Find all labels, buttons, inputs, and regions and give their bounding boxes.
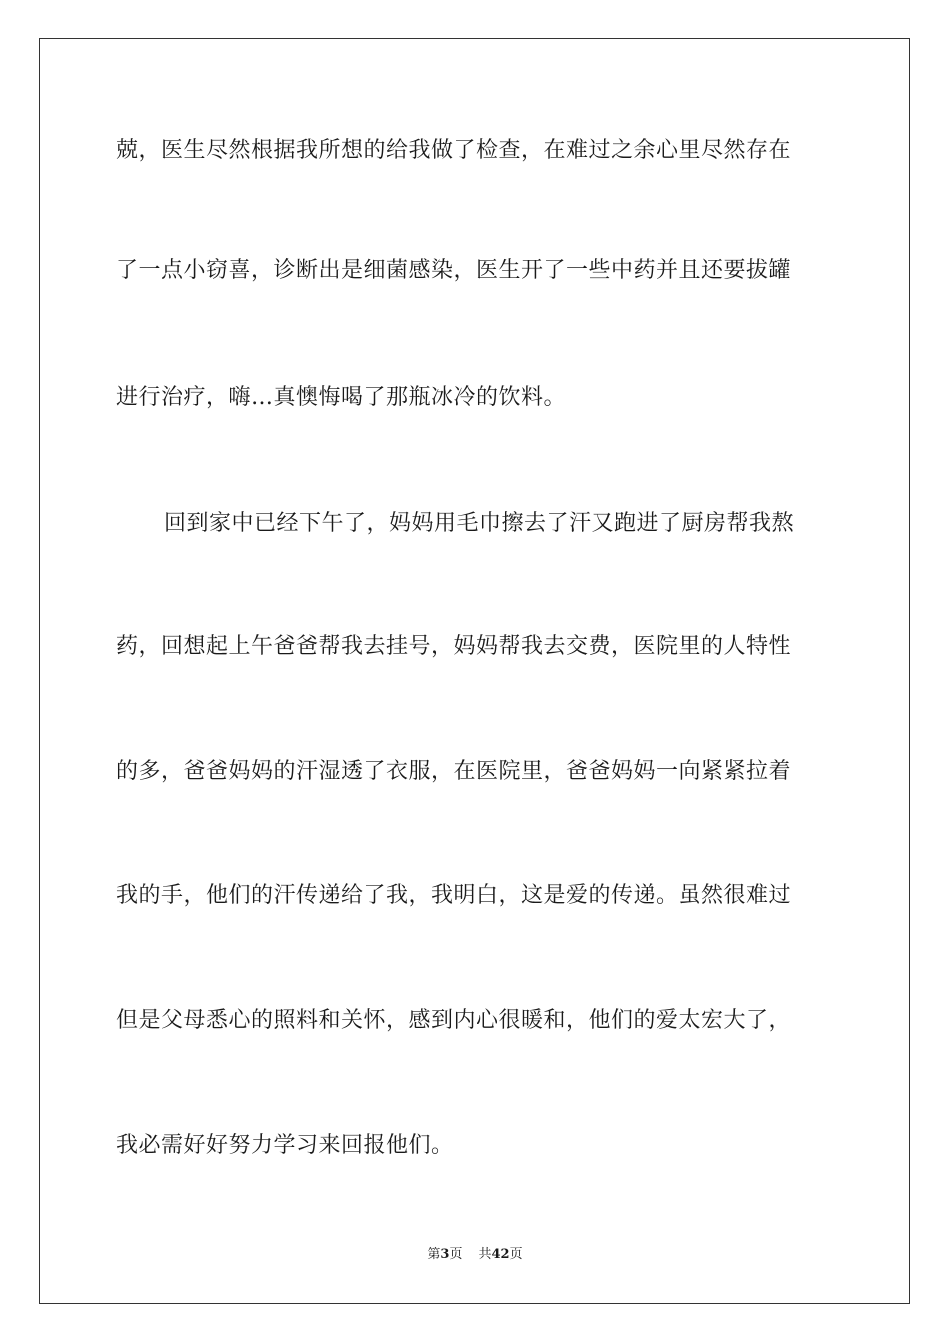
text-line: 进行治疗，嗨…真懊悔喝了那瓶冰冷的饮料。	[116, 385, 567, 410]
total-suffix: 页	[509, 1247, 523, 1262]
page-footer	[0, 1246, 950, 1264]
page-number: 3	[440, 1247, 450, 1262]
page-border	[39, 38, 910, 1304]
page-prefix: 第	[427, 1247, 441, 1262]
text-line: 药，回想起上午爸爸帮我去挂号，妈妈帮我去交费，医院里的人特性	[116, 634, 792, 659]
text-line: 我必需好好努力学习来回报他们。	[116, 1133, 454, 1158]
total-prefix: 共	[478, 1247, 492, 1262]
page-suffix: 页	[449, 1247, 463, 1262]
text-line: 我的手，他们的汗传递给了我，我明白，这是爱的传递。虽然很难过	[116, 883, 792, 908]
paragraph-first-line: 回到家中已经下午了，妈妈用毛巾擦去了汗又跑进了厨房帮我熬	[164, 511, 795, 536]
text-line: 的多，爸爸妈妈的汗湿透了衣服，在医院里，爸爸妈妈一向紧紧拉着	[116, 759, 792, 784]
total-pages: 42	[491, 1247, 510, 1262]
text-line: 了一点小窃喜，诊断出是细菌感染，医生开了一些中药并且还要拔罐	[116, 258, 792, 283]
text-line: 兢，医生尽然根据我所想的给我做了检查，在难过之余心里尽然存在	[116, 138, 792, 163]
text-line: 但是父母悉心的照料和关怀，感到内心很暖和，他们的爱太宏大了，	[116, 1008, 792, 1033]
